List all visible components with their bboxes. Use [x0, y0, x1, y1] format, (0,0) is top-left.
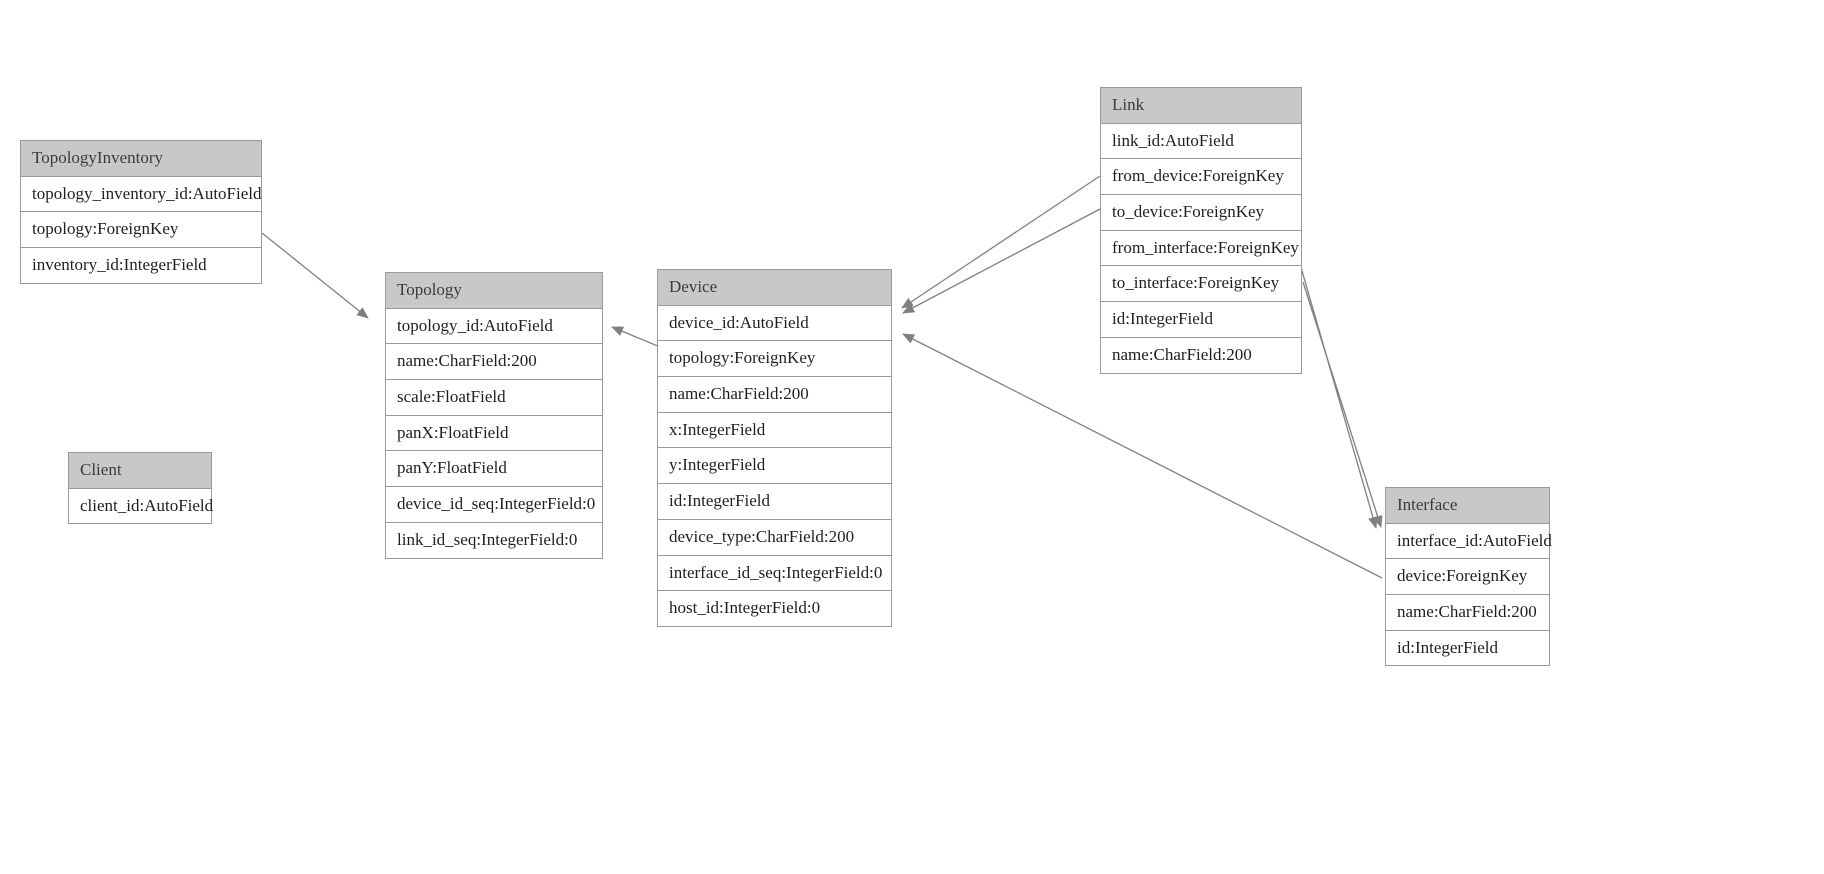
entity-field: topology:ForeignKey [21, 212, 261, 248]
entity-client[interactable] [68, 452, 212, 524]
entity-link[interactable] [1100, 87, 1302, 374]
entity-field: name:CharField:200 [1386, 595, 1549, 631]
entity-field: topology:ForeignKey [658, 341, 891, 377]
entity-title: Link [1101, 88, 1301, 124]
entity-field: device_id:AutoField [658, 306, 891, 342]
entity-interface[interactable] [1385, 487, 1550, 666]
edge-link-to-interface [1303, 282, 1381, 527]
entity-field: topology_inventory_id:AutoField [21, 177, 261, 213]
entity-title: TopologyInventory [21, 141, 261, 177]
edge-link-to-device [903, 209, 1100, 313]
entity-field: device_id_seq:IntegerField:0 [386, 487, 602, 523]
entity-topologyinventory[interactable] [20, 140, 262, 284]
entity-device[interactable] [657, 269, 892, 627]
entity-field: interface_id:AutoField [1386, 524, 1549, 560]
entity-field: device_type:CharField:200 [658, 520, 891, 556]
entity-field: id:IntegerField [1101, 302, 1301, 338]
entity-field: id:IntegerField [658, 484, 891, 520]
edge-link-from-interface [1296, 250, 1376, 528]
entity-field: id:IntegerField [1386, 631, 1549, 666]
entity-title: Device [658, 270, 891, 306]
entity-field: x:IntegerField [658, 413, 891, 449]
entity-field: topology_id:AutoField [386, 309, 602, 345]
entity-field: device:ForeignKey [1386, 559, 1549, 595]
entity-field: to_device:ForeignKey [1101, 195, 1301, 231]
entity-field: link_id:AutoField [1101, 124, 1301, 160]
edge-topologyinventory-topology [262, 233, 368, 318]
entity-field: host_id:IntegerField:0 [658, 591, 891, 626]
entity-field: y:IntegerField [658, 448, 891, 484]
entity-field: panX:FloatField [386, 416, 602, 452]
entity-title: Client [69, 453, 211, 489]
entity-field: name:CharField:200 [1101, 338, 1301, 373]
entity-field: inventory_id:IntegerField [21, 248, 261, 283]
entity-field: link_id_seq:IntegerField:0 [386, 523, 602, 558]
entity-field: to_interface:ForeignKey [1101, 266, 1301, 302]
entity-field: from_interface:ForeignKey [1101, 231, 1301, 267]
edge-link-from-device [902, 176, 1100, 308]
entity-field: from_device:ForeignKey [1101, 159, 1301, 195]
edge-device-topology [612, 327, 660, 347]
entity-field: interface_id_seq:IntegerField:0 [658, 556, 891, 592]
entity-topology[interactable] [385, 272, 603, 559]
entity-field: name:CharField:200 [386, 344, 602, 380]
entity-title: Topology [386, 273, 602, 309]
entity-field: client_id:AutoField [69, 489, 211, 524]
entity-title: Interface [1386, 488, 1549, 524]
entity-field: panY:FloatField [386, 451, 602, 487]
entity-field: name:CharField:200 [658, 377, 891, 413]
entity-field: scale:FloatField [386, 380, 602, 416]
